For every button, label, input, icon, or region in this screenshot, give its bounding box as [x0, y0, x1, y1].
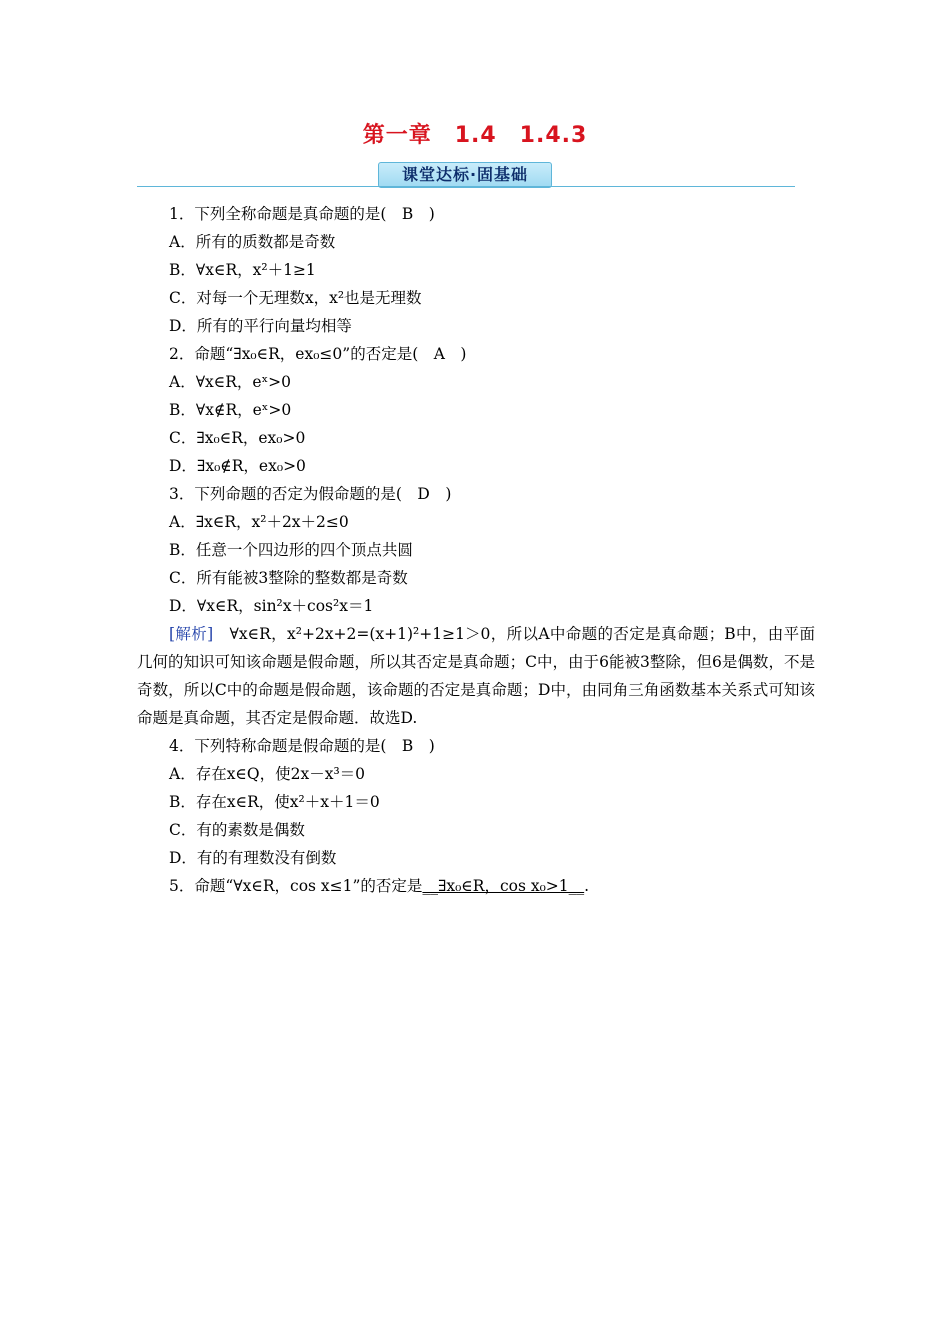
question-2-option-a: A．∀x∈R，eˣ>0 — [169, 373, 292, 391]
analysis-text: ∀x∈R，x²+2x+2=(x+1)²+1≥1＞0，所以A中命题的否定是真命题；B中，由平面几何的知识可知该命题是假命题，所以其否定是真命题；C中，由于6能被3整除，但6是偶数，不是奇数，所以C中的命题是假命题，该命题的否定是真命题；D中，由同角三角函数基本关系式可知该命题是真命题，其否定是假命题．故选D. — [137, 625, 815, 727]
header-rule — [137, 186, 795, 187]
question-4-stem: 4．下列特称命题是假命题的是( B ) — [169, 737, 435, 755]
question-4-option-d: D．有的有理数没有倒数 — [169, 849, 337, 867]
question-5-stem: 5．命题“∀x∈R，cos x≤1”的否定是 — [169, 877, 423, 895]
question-3-option-a: A．∃x∈R，x²＋2x＋2≤0 — [169, 513, 349, 531]
question-1-option-d: D．所有的平行向量均相等 — [169, 317, 352, 335]
question-5-end: . — [584, 877, 590, 895]
analysis-label: [解析] — [169, 625, 214, 643]
question-list — [137, 200, 815, 900]
question-4-option-b: B．存在x∈R，使x²＋x＋1＝0 — [169, 793, 380, 811]
question-3-stem: 3．下列命题的否定为假命题的是( D ) — [169, 485, 452, 503]
question-2-option-d: D．∃x₀∉R，ex₀>0 — [169, 457, 306, 475]
question-3-option-d: D．∀x∈R，sin²x＋cos²x＝1 — [169, 597, 374, 615]
question-4-option-a: A．存在x∈Q，使2x－x³＝0 — [169, 765, 366, 783]
question-1-option-c: C．对每一个无理数x，x²也是无理数 — [169, 289, 422, 307]
question-2-option-b: B．∀x∉R，eˣ>0 — [169, 401, 292, 419]
question-1-option-b: B．∀x∈R，x²＋1≥1 — [169, 261, 316, 279]
question-2-stem: 2．命题“∃x₀∈R，ex₀≤0”的否定是( A ) — [169, 345, 467, 363]
question-3-option-c: C．所有能被3整除的整数都是奇数 — [169, 569, 408, 587]
question-3-option-b: B．任意一个四边形的四个顶点共圆 — [169, 541, 413, 559]
page-title: 第一章 1.4 1.4.3 — [362, 123, 588, 148]
question-5-answer: __∃x₀∈R，cos x₀>1__ — [422, 877, 585, 895]
question-1-stem: 1．下列全称命题是真命题的是( B ) — [169, 205, 435, 223]
section-banner: 课堂达标·固基础 — [378, 162, 552, 188]
question-3-analysis — [137, 620, 815, 732]
question-2-option-c: C．∃x₀∈R，ex₀>0 — [169, 429, 306, 447]
question-1-option-a: A．所有的质数都是奇数 — [169, 233, 336, 251]
question-4-option-c: C．有的素数是偶数 — [169, 821, 305, 839]
question-5 — [137, 872, 815, 900]
